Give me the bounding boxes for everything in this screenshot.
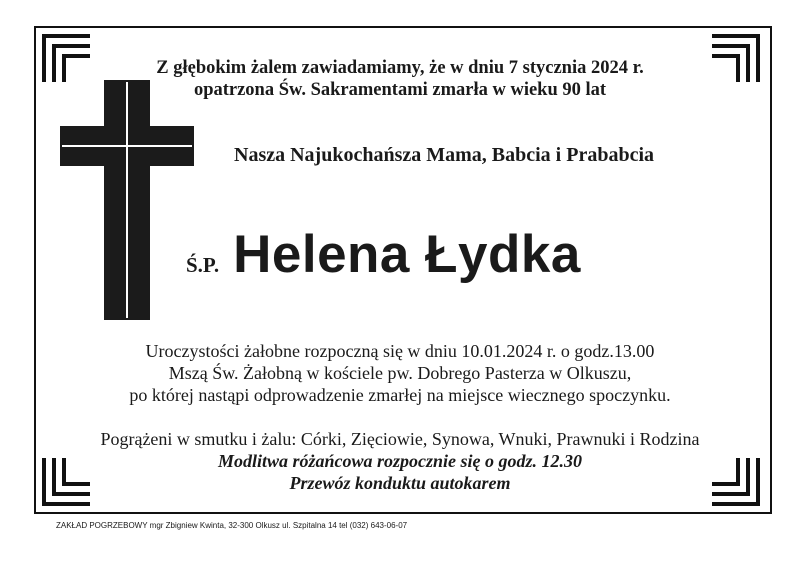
cross-icon	[60, 80, 194, 320]
deceased-name-row	[186, 224, 581, 285]
transport-line: Przewóz konduktu autokarem	[289, 473, 511, 493]
announcement-intro-line-1: Z głębokim żalem zawiadamiamy, że w dniu 7 stycznia 2024 r.	[156, 58, 644, 78]
honorific-prefix: Ś.P.	[186, 253, 220, 277]
funeral-info-line-1: Uroczystości żałobne rozpoczną się w dniu 10.01.2024 r. o godz.13.00	[145, 341, 655, 361]
deceased-relation-subtitle: Nasza Najukochańsza Mama, Babcia i Prababcia	[234, 144, 654, 166]
announcement-intro-line-2: opatrzona Św. Sakramentami zmarła w wieku 90 lat	[193, 80, 607, 100]
rosary-prayer-line: Modlitwa różańcowa rozpocznie się o godz. 12.30	[217, 451, 583, 471]
mourners-line: Pogrążeni w smutku i żalu: Córki, Zięciowie, Synowa, Wnuki, Prawnuki i Rodzina	[100, 429, 700, 449]
funeral-info-line-3: po której nastąpi odprowadzenie zmarłej na miejsce wiecznego spoczynku.	[129, 385, 671, 405]
deceased-name: Helena Łydka	[233, 225, 581, 284]
funeral-home-footer: ZAKŁAD POGRZEBOWY mgr Zbigniew Kwinta, 32-300 Olkusz ul. Szpitalna 14 tel (032) 643-06-07	[56, 521, 408, 530]
funeral-info-line-2: Mszą Św. Żałobną w kościele pw. Dobrego Pasterza w Olkuszu,	[168, 363, 632, 383]
